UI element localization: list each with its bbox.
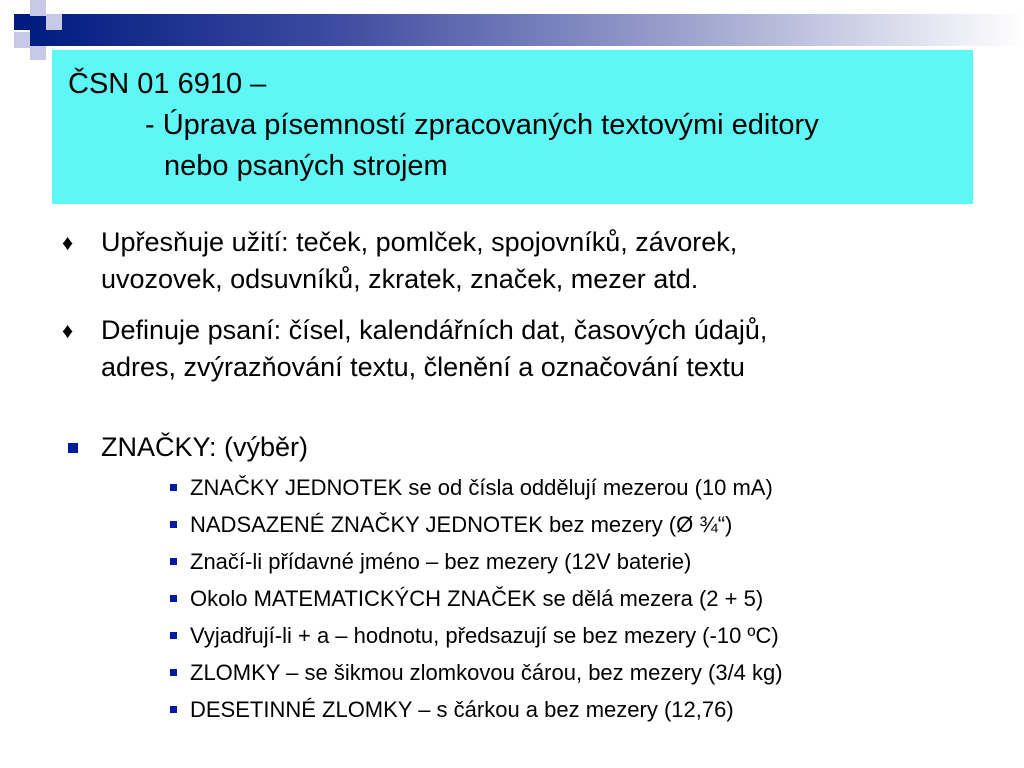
decor-square-lilac-2: [46, 14, 62, 30]
bullet-main-2: [101, 312, 767, 386]
title-line-1: ČSN 01 6910 –: [68, 68, 267, 100]
sub-item-5: Vyjadřují-li + a – hodnotu, předsazují se bez mezery (-10 ºC): [190, 623, 779, 648]
decor-square-lilac-1: [30, 0, 46, 16]
bullet-main-2-line-2: adres, zvýrazňování textu, členění a označování textu: [101, 352, 745, 382]
small-square-bullet-icon: [170, 521, 177, 528]
decor-square-navy-1: [14, 14, 30, 30]
square-bullet-icon: [68, 443, 78, 453]
section-heading: ZNAČKY: (výběr): [101, 432, 309, 462]
sub-item-1: ZNAČKY JEDNOTEK se od čísla oddělují mezerou (10 mA): [190, 475, 773, 500]
decor-square-lilac-3: [14, 32, 30, 48]
title-line-2: - Úprava písemností zpracovaných textovými editory: [145, 109, 819, 141]
sub-item-6: ZLOMKY – se šikmou zlomkovou čárou, bez mezery (3/4 kg): [190, 660, 783, 685]
decor-square-lilac-4: [30, 46, 46, 60]
bullet-main-1-line-1: Upřesňuje užití: teček, pomlček, spojovníků, závorek,: [101, 227, 738, 257]
sub-item-3: Značí-li přídavné jméno – bez mezery (12V baterie): [190, 549, 692, 574]
bullet-main-1-line-2: uvozovek, odsuvníků, zkratek, značek, mezer atd.: [101, 264, 699, 294]
bullet-main-1: [101, 224, 737, 298]
title-line-3: nebo psaných strojem: [164, 150, 448, 182]
bullet-main-2-line-1: Definuje psaní: čísel, kalendářních dat, časových údajů,: [101, 315, 768, 345]
small-square-bullet-icon: [170, 595, 177, 602]
sub-item-4: Okolo MATEMATICKÝCH ZNAČEK se dělá mezera (2 + 5): [190, 586, 764, 611]
small-square-bullet-icon: [170, 669, 177, 676]
slide-title: [52, 50, 973, 204]
small-square-bullet-icon: [170, 558, 177, 565]
diamond-bullet-icon: ♦: [62, 230, 74, 255]
small-square-bullet-icon: [170, 484, 177, 491]
header-gradient-bar: [30, 14, 1024, 46]
diamond-bullet-icon: ♦: [62, 318, 74, 343]
small-square-bullet-icon: [170, 632, 177, 639]
sub-item-2: NADSAZENÉ ZNAČKY JEDNOTEK bez mezery (Ø ¾“): [190, 512, 733, 537]
sub-item-7: DESETINNÉ ZLOMKY – s čárkou a bez mezery (12,76): [190, 697, 734, 722]
small-square-bullet-icon: [170, 706, 177, 713]
